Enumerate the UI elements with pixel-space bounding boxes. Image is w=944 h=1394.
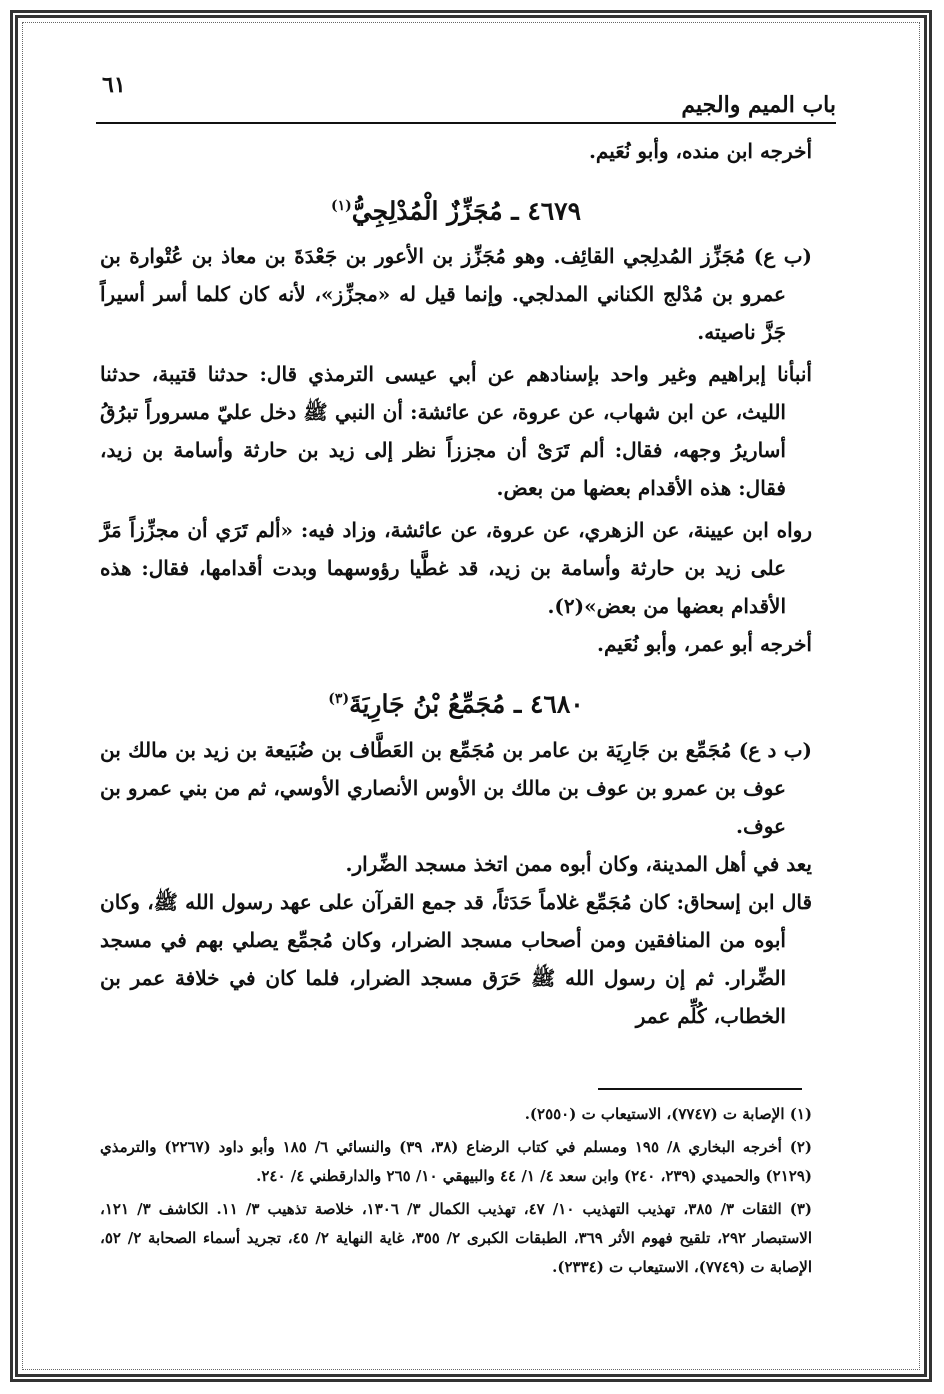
entry-heading-4680 xyxy=(100,677,812,726)
main-text xyxy=(100,132,812,1035)
footnote-marker: (٣) xyxy=(328,691,350,708)
paragraph: (ب ع) مُجَزِّز المُدلِجي القائِف. وهو مُجَزِّز بن الأعور بن جَعْدَةَ بن معاذ بن عُتْوارة بن عمرو بن مُدْلج الكناني المدلجي. وإنما قيل له «مجزِّز»، لأنه كان كلما أسر أسيراً جَزَّ ناصيته. xyxy=(100,244,812,345)
paragraph: أنبأنا إبراهيم وغير واحد بإسنادهم عن أبي عيسى الترمذي قال: حدثنا قتيبة، حدثنا الليث، عن ابن شهاب، عن عروة، عن عائشة: أن النبي ﷺ دخل عليّ مسروراً تبرُقُ أساريرُ وجهه، فقال: ألم تَرَىْ أن مجززاً نظر إلى زيد بن حارثة وأسامة بن زيد، فقال: هذه الأقدام بعضها من بعض. xyxy=(100,362,812,501)
page-header xyxy=(96,72,836,124)
chapter-title: باب الميم والجيم xyxy=(681,92,836,118)
footnote: (٢) أخرجه البخاري ٨/ ١٩٥ ومسلم في كتاب الرضاع (٣٨، ٣٩) والنسائي ٦/ ١٨٥ وأبو داود (٢٢٦٧) والترمذي (٢١٢٩) والحميدي (٢٣٩، ٢٤٠) وابن سعد ٤/ ١/ ٤٤ والبيهقي ١٠/ ٢٦٥ والدارقطني ٤/ ٢٤٠. xyxy=(100,1138,812,1185)
footnote-rule xyxy=(598,1088,802,1090)
paragraph: يعد في أهل المدينة، وكان أبوه ممن اتخذ مسجد الضِّرار. xyxy=(345,851,812,876)
footnote: (٣) الثقات ٣/ ٣٨٥، تهذيب التهذيب ١٠/ ٤٧، تهذيب الكمال ٣/ ١٣٠٦، خلاصة تذهيب ٣/ ١١. الكاشف ٣/ ١٢١، الاستبصار ٢٩٢، تلقيح فهوم الأثر ٣٦٩، الطبقات الكبرى ٢/ ٣٥٥، غاية النهاية ٢/ ٤٥، تجريد أسماء الصحابة ٢/ ٥٢، الإصابة ت (٧٧٤٩)، الاستيعاب ت (٢٣٣٤). xyxy=(100,1200,813,1276)
paragraph: (ب د ع) مُجَمِّع بن جَارِيَة بن عامر بن مُجَمِّع بن العَطَّاف بن ضُبَيعة بن زيد بن مالك بن عوف بن عمرو بن عوف بن مالك بن الأوس الأنصاري الأوسي، ثم من بني عمرو بن عوف. xyxy=(100,737,812,838)
footnote: (١) الإصابة ت (٧٧٤٧)، الاستيعاب ت (٢٥٥٠). xyxy=(524,1105,812,1123)
paragraph: رواه ابن عيينة، عن الزهري، عن عروة، عن عائشة، وزاد فيه: «ألم تَرَي أن مجزِّزاً مَرَّ على زيد بن حارثة وأسامة بن زيد، قد غطَّيا رؤوسهما وبدت أقدامها، فقال: هذه الأقدام بعضها من بعض»(٢). xyxy=(100,518,812,619)
entry-heading-text: ٤٦٧٩ ـ مُجَزِّزٌ الْمُدْلِجِيُّ xyxy=(351,196,582,226)
footnotes xyxy=(100,1100,812,1286)
paragraph: أخرجه ابن منده، وأبو نُعَيم. xyxy=(588,139,812,163)
footnote-marker: (١) xyxy=(330,198,352,214)
page-number: ٦١ xyxy=(102,72,126,98)
paragraph: أخرجه أبو عمر، وأبو نُعَيم. xyxy=(597,632,812,657)
entry-heading-text: ٤٦٨٠ ـ مُجَمِّعُ بْنُ جَارِيَةَ xyxy=(349,689,584,719)
entry-heading-4679 xyxy=(100,184,812,233)
paragraph: قال ابن إسحاق: كان مُجَمِّع غلاماً حَدَثاً، قد جمع القرآن على عهد رسول الله ﷺ، وكان أبوه من المنافقين ومن أصحاب مسجد الضرار، وكان مُجمِّع يصلي بهم في مسجد الضِّرار. ثم إن رسول الله ﷺ حَرَق مسجد الضرار، فلما كان في خلافة عمر بن الخطاب، كُلِّم عمر xyxy=(100,889,812,1028)
header-rule xyxy=(96,122,836,124)
